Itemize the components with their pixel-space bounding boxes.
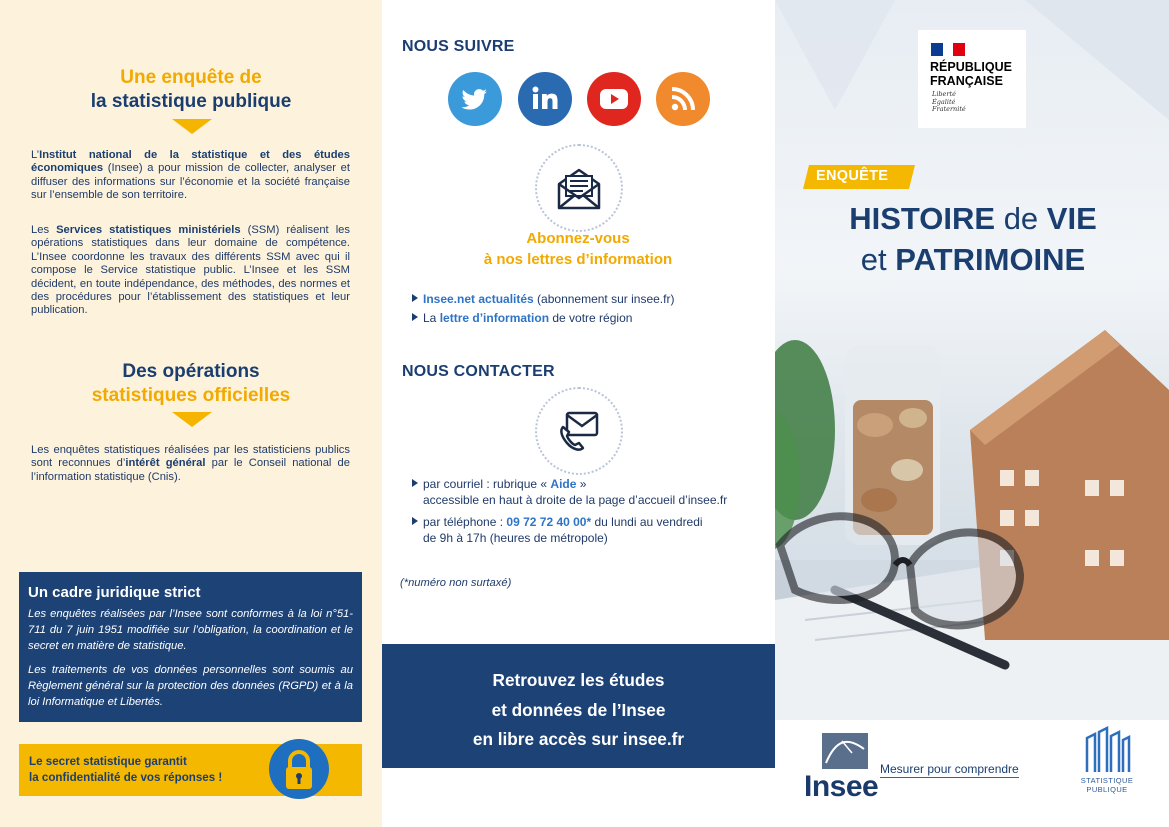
insee-logo: Insee bbox=[804, 770, 879, 803]
list-item-insee-net bbox=[412, 291, 674, 307]
legal-text-2: Les traitements de vos données personnelles sont soumis au Règlement général sur la protection des données (RGPD) et à la loi Informatique et Libertés. bbox=[28, 664, 353, 708]
promo-line3: en libre accès sur insee.fr bbox=[472, 729, 685, 749]
text: (SSM) réalisent les opérations statistiques dans leur domaine de compétence. L’Insee coordonne les travaux des différents SSM avec qui il compose le Service statistique public. L’Insee et les SSM décident, en toute indépendance, des méthodes, des normes et des procédures pour l’établissement des statistiques et leur publication. bbox=[31, 224, 350, 317]
paragraph-ssm bbox=[31, 224, 350, 318]
section-title-enquete bbox=[20, 66, 362, 114]
rf-motto bbox=[932, 91, 966, 114]
twitter-icon[interactable] bbox=[448, 72, 502, 126]
contact-item-phone bbox=[412, 514, 703, 546]
republique-francaise-logo bbox=[918, 30, 1026, 128]
rf-line2: FRANÇAISE bbox=[930, 73, 1003, 88]
youtube-icon[interactable] bbox=[587, 72, 641, 126]
survey-tag-text: ENQUÊTE bbox=[816, 168, 889, 184]
bullet-icon bbox=[412, 517, 418, 525]
promo-line2: et données de l’Insee bbox=[491, 699, 666, 720]
title-word: PATRIMOINE bbox=[895, 242, 1086, 277]
follow-heading: NOUS SUIVRE bbox=[402, 38, 515, 55]
section-title-operations bbox=[20, 360, 362, 408]
text: L’ bbox=[31, 149, 40, 161]
rf-motto1: Liberté bbox=[932, 90, 956, 98]
insee-promo-box[interactable] bbox=[382, 644, 775, 768]
newsletter-envelope-icon bbox=[535, 144, 623, 232]
contact-phone-line2: de 9h à 17h (heures de métropole) bbox=[423, 531, 608, 545]
insee-net-link[interactable]: Insee.net actualités bbox=[423, 292, 534, 306]
subscribe-title bbox=[402, 228, 754, 270]
arrow-down-icon bbox=[172, 119, 212, 134]
rf-line1: RÉPUBLIQUE bbox=[930, 60, 1012, 74]
secret-line2: la confidentialité de vos réponses ! bbox=[29, 771, 223, 784]
subscribe-line2: à nos lettres d’information bbox=[483, 251, 673, 268]
bullet-icon bbox=[412, 479, 418, 487]
legal-box bbox=[19, 572, 362, 722]
french-flag-icon bbox=[931, 43, 965, 56]
secret-text bbox=[29, 754, 259, 786]
section-title-line1: Des opérations bbox=[122, 361, 260, 382]
rss-icon[interactable] bbox=[656, 72, 710, 126]
section-title-line1: Une enquête de bbox=[120, 67, 262, 88]
text: Les enquêtes statistiques réalisées par les statisticiens publics sont reconnues d’ bbox=[31, 444, 350, 470]
legal-text-1: Les enquêtes réalisées par l’Insee sont conformes à la loi n°51-711 du 7 juin 1951 modifiée sur l’obligation, la coordination et le secret en matière de statistique. bbox=[28, 608, 353, 652]
lock-icon bbox=[269, 739, 329, 799]
aide-link[interactable]: Aide bbox=[550, 477, 577, 491]
phone-link[interactable]: 09 72 72 40 00* bbox=[506, 515, 592, 529]
sp-line2: PUBLIQUE bbox=[1086, 785, 1128, 794]
text: Les bbox=[31, 224, 57, 236]
newsletter-link[interactable]: lettre d’information bbox=[439, 311, 550, 325]
text: de votre région bbox=[549, 311, 633, 325]
text: La bbox=[423, 311, 440, 325]
text: du lundi au vendredi bbox=[591, 515, 703, 529]
arrow-down-icon bbox=[172, 412, 212, 427]
text-bold: intérêt général bbox=[125, 457, 206, 470]
title-line1 bbox=[818, 198, 1128, 239]
insee-tagline: Mesurer pour comprendre bbox=[880, 762, 1019, 776]
text: par courriel : rubrique « bbox=[423, 477, 551, 491]
contact-phone-mail-icon bbox=[535, 387, 623, 475]
text: par téléphone : bbox=[423, 515, 507, 529]
insee-logo-mark bbox=[822, 733, 868, 769]
sp-line1: STATISTIQUE bbox=[1080, 776, 1134, 785]
statistique-publique-text bbox=[1077, 776, 1137, 794]
title-word: VIE bbox=[1046, 201, 1097, 236]
title-line2 bbox=[818, 239, 1128, 280]
bullet-icon bbox=[412, 313, 418, 321]
section-title-line2: statistiques officielles bbox=[91, 385, 291, 406]
section-title-line2: la statistique publique bbox=[90, 91, 292, 112]
promo-line1: Retrouvez les études bbox=[492, 670, 665, 690]
paragraph-insee bbox=[31, 149, 350, 203]
text: (Insee) a pour mission de collecter, analyser et diffuser des informations sur l’économie et la société française sur l’ensemble de son territoire. bbox=[31, 162, 350, 202]
contact-email-line2: accessible en haut à droite de la page d’accueil d’insee.fr bbox=[423, 493, 728, 507]
subscribe-line1: Abonnez-vous bbox=[526, 230, 630, 247]
title-word: HISTOIRE bbox=[849, 201, 996, 236]
contact-item-email bbox=[412, 476, 727, 508]
secret-line1: Le secret statistique garantit bbox=[29, 755, 187, 768]
text-bold: Institut national de la statistique et des études économiques bbox=[31, 149, 350, 175]
footnote: (*numéro non surtaxé) bbox=[400, 577, 512, 589]
rf-name bbox=[930, 61, 1012, 88]
text: par le Conseil national de l’information statistique (Cnis). bbox=[31, 457, 350, 483]
text: » bbox=[576, 477, 587, 491]
paragraph-cnis bbox=[31, 444, 350, 484]
rf-motto3: Fraternité bbox=[932, 105, 966, 113]
linkedin-icon[interactable] bbox=[518, 72, 572, 126]
bullet-icon bbox=[412, 294, 418, 302]
title-word: et bbox=[860, 242, 896, 277]
list-item-newsletter bbox=[412, 310, 632, 326]
contact-heading: NOUS CONTACTER bbox=[402, 363, 555, 380]
title-word: de bbox=[995, 201, 1047, 236]
text: (abonnement sur insee.fr) bbox=[533, 292, 675, 306]
text-bold: Services statistiques ministériels bbox=[56, 224, 241, 236]
rf-motto2: Égalité bbox=[932, 97, 956, 106]
statistique-publique-logo bbox=[1079, 724, 1135, 808]
survey-title bbox=[818, 198, 1128, 280]
legal-title: Un cadre juridique strict bbox=[28, 584, 201, 601]
